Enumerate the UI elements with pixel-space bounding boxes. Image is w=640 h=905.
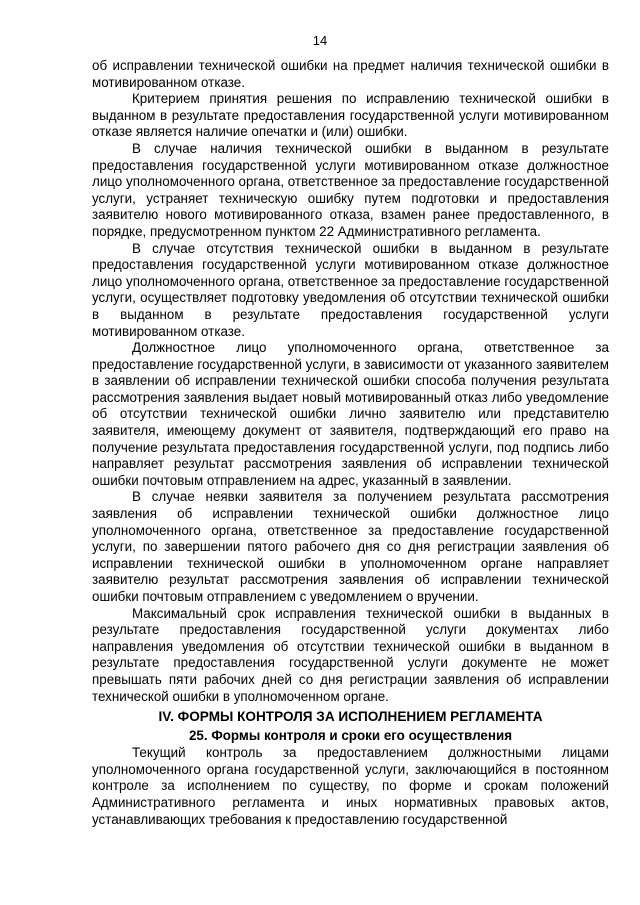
paragraph: В случае неявки заявителя за получением результата рассмотрения заявления об исправлении технической ошибки должностное лицо уполномоченного органа, ответственное за предоставление государственной услуги, по завершении пятого рабочего дня со дня регистрации заявления об исправлении технической ошибки в уполномоченном органе направляет заявителю результат рассмотрения заявления об исправлении технической ошибки почтовым отправлением с уведомлением о вручении. <box>92 489 609 604</box>
paragraph: В случае наличия технической ошибки в выданном в результате предоставления государственной услуги мотивированном отказе должностное лицо уполномоченного органа, ответственное за предоставление государственной услуги, устраняет техническую ошибку путем подготовки и предоставления заявителю нового мотивированного отказа, взамен ранее предоставленного, в порядке, предусмотренном пунктом 22 Административного регламента. <box>92 140 609 239</box>
page-number: 14 <box>312 33 328 48</box>
paragraphs-top <box>92 58 609 705</box>
paragraphs-bottom <box>92 745 609 828</box>
paragraph: Максимальный срок исправления технической ошибки в выданных в результате предоставления государственной услуги документах либо направления уведомления об отсутствии технической ошибки в выданном в результате предоставления государственной услуги документе не может превышать пяти рабочих дней со дня регистрации заявления об исправлении технической ошибки в уполномоченном органе. <box>92 605 609 704</box>
paragraph: В случае отсутствия технической ошибки в выданном в результате предоставления государственной услуги мотивированном отказе должностное лицо уполномоченного органа, ответственное за предоставление государственной услуги, осуществляет подготовку уведомления об отсутствии технической ошибки в выданном в результате предоставления государственной услуги мотивированном отказе. <box>92 240 609 339</box>
paragraph: Должностное лицо уполномоченного органа, ответственное за предоставление государственной услуги, в зависимости от указанного заявителем в заявлении об исправлении технической ошибки способа получения результата рассмотрения заявления выдает новый мотивированный отказ либо уведомление об отсутствии технической ошибки лично заявителю или представителю заявителя, имеющему документ от заявителя, подтверждающий его право на получение результата предоставления государственной услуги, под подпись либо направляет результат рассмотрения заявления об исправлении технической ошибки почтовым отправлением на адрес, указанный в заявлении. <box>92 340 609 488</box>
subsection-heading: 25. Формы контроля и сроки его осуществления <box>188 728 513 744</box>
section-heading: IV. ФОРМЫ КОНТРОЛЯ ЗА ИСПОЛНЕНИЕМ РЕГЛАМЕНТА <box>158 709 543 725</box>
paragraph: Критерием принятия решения по исправлению технической ошибки в выданном в результате предоставления государственной услуги мотивированном отказе является наличие опечатки и (или) ошибки. <box>92 91 609 140</box>
document-body <box>92 58 609 828</box>
paragraph: об исправлении технической ошибки на предмет наличия технической ошибки в мотивированном отказе. <box>92 58 609 90</box>
paragraph: Текущий контроль за предоставлением должностными лицами уполномоченного органа государственной услуги, заключающийся в постоянном контроле за исполнением по существу, по форме и срокам положений Административного регламента и иных нормативных правовых актов, устанавливающих требования к предоставлению государственной <box>92 745 609 827</box>
